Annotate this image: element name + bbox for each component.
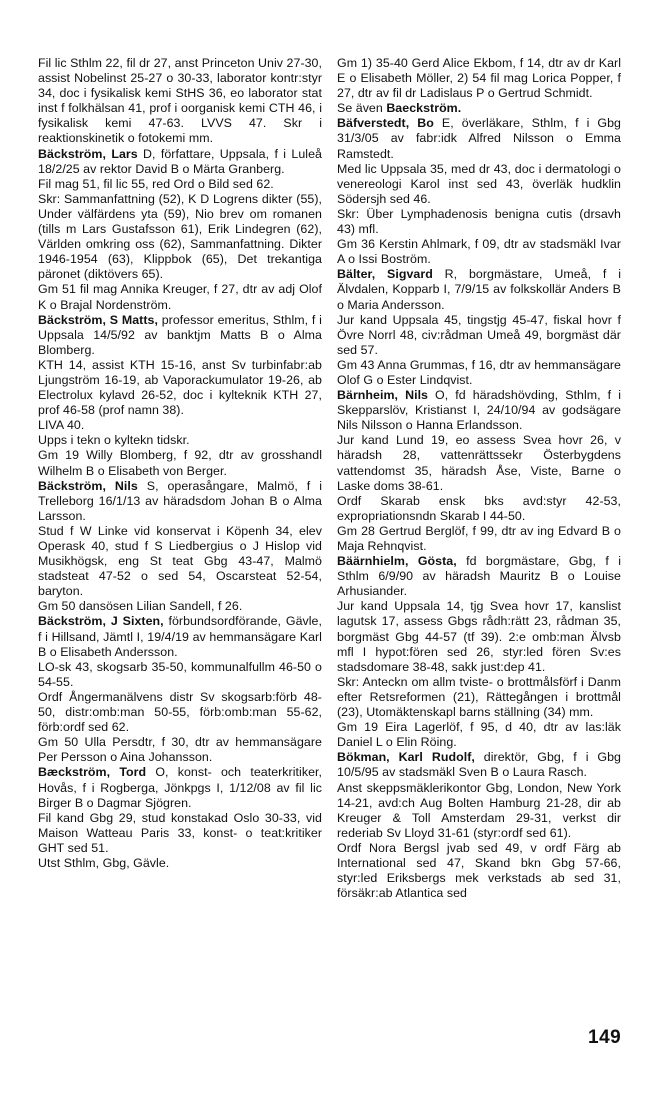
entry-text: Ordf Nora Bergsl jvab sed 49, v ordf Färg ab International sed 47, Skand bkn Gbg 57-66, styr:led Eriksbergs mek verkstads ab sed 31, försäkr:ab Atlantica sed (337, 840, 621, 901)
entry-heading-paragraph (38, 147, 322, 177)
entry-paragraph (38, 358, 322, 418)
entry-text: Jur kand Lund 19, eo assess Svea hovr 26, v häradsh 28, vattenrättssekr Österbygdens vattendomst 35, häradsh Åse, Viste, Barne o Laske doms 38-61. (337, 433, 621, 493)
entry-text: Gm 51 fil mag Annika Kreuger, f 27, dtr av adj Olof K o Brajal Nordenström. (38, 282, 322, 312)
entry-paragraph (337, 675, 621, 720)
entry-paragraph (38, 660, 322, 690)
entry-paragraph (337, 56, 621, 101)
entry-text: Gm 50 dansösen Lilian Sandell, f 26. (38, 599, 243, 614)
entry-text: Jur kand Uppsala 14, tjg Svea hovr 17, kanslist lagutsk 17, assess Gbgs rådh:rätt 23, rådman 35, borgmäst Gbg 44-57 (tf 39). 2:e omb:man Älvsb mfl I hypot:fören sed 26, styr:led fören Sv:es stadsdomare 38-48, sakk just:dep 41. (337, 599, 621, 674)
entry-text: Ordf Ångermanälvens distr Sv skogsarb:förb 48-50, distr:omb:man 50-55, förb:omb:man 55-62, förb:ordf sed 62. (38, 689, 322, 735)
entry-text: O, konst- och teaterkritiker, Hovås, f i Rogberga, Jönkpgs I, 1/12/08 av fil lic Birger B o Dagmar Sjögren. (38, 765, 322, 810)
entry-text: R, borgmästare, Umeå, f i Älvdalen, Kopparb I, 7/9/15 av folkskollär Anders B o Maria Andersson. (337, 267, 621, 312)
entry-paragraph (38, 735, 322, 765)
entry-paragraph (337, 101, 621, 116)
entry-paragraph (337, 599, 621, 674)
entry-paragraph (337, 207, 621, 237)
entry-text: O, fd häradshövding, Sthlm, f i Skepparslöv, Kristianst I, 24/10/94 av godsägare Nils Nilsson o Hanna Erlandsson. (337, 388, 621, 433)
entry-heading-paragraph (337, 267, 621, 312)
entry-text: LO-sk 43, skogsarb 35-50, kommunalfullm 46-50 o 54-55. (38, 659, 322, 689)
entry-text: Skr: Anteckn om allm tviste- o brottmålsförf i Danm efter Retsreformen (21), Rättegången i brottmål (23), Utomäktenskapl barns ställning (34) mm. (337, 674, 621, 720)
entry-text: Ordf Skarab ensk bks avd:styr 42-53, expropriationsndn Skarab I 44-50. (337, 493, 621, 523)
entry-heading-paragraph (337, 750, 621, 780)
entry-text: Fil mag 51, fil lic 55, red Ord o Bild sed 62. (38, 176, 274, 191)
entry-text: Jur kand Uppsala 45, tingstjg 45-47, fiskal hovr f Övre Norrl 48, civ:rådman Umeå 49, borgmäst där sed 57. (337, 312, 621, 357)
entry-text: Gm 36 Kerstin Ahlmark, f 09, dtr av stadsmäkl Ivar A o Issi Boström. (337, 237, 621, 267)
entry-heading-paragraph (38, 479, 322, 524)
entry-text: Gm 1) 35-40 Gerd Alice Ekbom, f 14, dtr av dr Karl E o Elisabeth Möller, 2) 54 fil mag Lorica Popper, f 27, dtr av fil dr Ladislaus P o Gertrud Schmidt. (337, 56, 621, 101)
entry-paragraph (38, 282, 322, 312)
entry-heading-paragraph (38, 614, 322, 659)
cross-reference: Baeckström. (386, 101, 462, 116)
entry-text: E, överläkare, Sthlm, f i Gbg 31/3/05 av fabr:idk Alfred Nilsson o Emma Ramstedt. (337, 116, 622, 161)
person-name: Bäfverstedt, Bo (337, 116, 434, 131)
entry-text: förbundsordförande, Gävle, f i Hillsand, Jämtl I, 19/4/19 av hemmansägare Karl B o Elisabeth Andersson. (38, 614, 322, 659)
entry-text: S, operasångare, Malmö, f i Trelleborg 16/1/13 av häradsdom Johan B o Alma Larsson. (38, 478, 323, 523)
person-name: Bäckström, Nils (38, 478, 138, 493)
entry-text: professor emeritus, Sthlm, f i Uppsala 14/5/92 av banktjm Matts B o Alma Blomberg. (38, 312, 322, 357)
entry-paragraph (337, 237, 621, 267)
entry-text: Skr: Über Lymphadenosis benigna cutis (drsavh 43) mfl. (337, 206, 621, 237)
right-column (337, 56, 621, 901)
entry-paragraph (337, 162, 621, 207)
person-name: Bäärnhielm, Gösta, (337, 554, 457, 569)
entry-paragraph (38, 690, 322, 735)
entry-heading-paragraph (337, 388, 621, 433)
entry-text: Gm 28 Gertrud Berglöf, f 99, dtr av ing Edvard B o Maja Rehnqvist. (337, 523, 621, 553)
entry-paragraph (337, 781, 621, 841)
person-name: Bälter, Sigvard (337, 267, 433, 282)
entry-paragraph (337, 494, 621, 524)
entry-text: Skr: Sammanfattning (52), K D Logrens dikter (55), Under välfärdens yta (59), Nio brev om romanen (tills m Lars Gustafsson 61), Erik Lindegren (62), Världen omkring oss (62), Sammanfattning. Dikter 1946-1954 (63), Klippbok (65), Det trekantiga päronet (diktövers 65). (38, 191, 322, 282)
entry-text: Upps i tekn o kyltekn tidskr. (38, 433, 190, 448)
entry-paragraph (38, 418, 322, 433)
entry-paragraph (337, 313, 621, 358)
entry-text: fd borgmästare, Gbg, f i Sthlm 6/9/90 av häradsh Mauritz B o Louise Arhusiander. (337, 554, 622, 599)
person-name: Bäckström, S Matts, (38, 312, 158, 327)
entry-text: Gm 43 Anna Grummas, f 16, dtr av hemmansägare Olof G o Ester Lindqvist. (337, 357, 621, 387)
entry-text: Stud f W Linke vid konservat i Köpenh 34, elev Operask 40, stud f S Liedbergius o J Hislop vid Musikhögsk, eng St teat Gbg 43-47, Malmö stadsteat 47-52 o sed 54, Oscarsteat 52-54, baryton. (38, 523, 322, 599)
left-column (38, 56, 322, 871)
entry-paragraph (38, 524, 322, 599)
entry-text: Fil kand Gbg 29, stud konstakad Oslo 30-33, vid Maison Watteau Paris 33, konst- o teat:kritiker GHT sed 51. (38, 810, 322, 855)
entry-text: KTH 14, assist KTH 15-16, anst Sv turbinfabr:ab Ljungström 16-19, ab Vaporackumulator 19-26, ab Electrolux kylavd 26-52, doc i kylteknik KTH 27, prof 46-58 (prof namn 38). (38, 357, 322, 418)
entry-text: Gm 50 Ulla Persdtr, f 30, dtr av hemmansägare Per Persson o Aina Johansson. (38, 735, 322, 765)
entry-paragraph (38, 192, 322, 283)
entry-paragraph (38, 448, 322, 478)
person-name: Bärnheim, Nils (337, 388, 429, 403)
entry-paragraph (337, 358, 621, 388)
entry-paragraph (38, 433, 322, 448)
person-name: Bäckström, Lars (38, 146, 138, 161)
entry-text: D, författare, Uppsala, f i Luleå 18/2/25 av rektor David B o Märta Granberg. (38, 146, 322, 176)
entry-heading-paragraph (38, 765, 322, 810)
entry-text: Gm 19 Willy Blomberg, f 92, dtr av grosshandl Wilhelm B o Elisabeth von Berger. (38, 448, 322, 478)
entry-paragraph (38, 811, 322, 856)
person-name: Bæckström, Tord (38, 765, 147, 780)
entry-text: Med lic Uppsala 35, med dr 43, doc i dermatologi o venereologi Karol inst sed 43, överläk hudklin Södersjh sed 46. (337, 161, 621, 206)
entry-text: direktör, Gbg, f i Gbg 10/5/95 av stadsmäkl Sven B o Laura Rasch. (337, 750, 621, 780)
entry-text: LIVA 40. (38, 418, 85, 433)
entry-text: Se även Baeckström. (337, 101, 462, 116)
entry-text: Gm 19 Eira Lagerlöf, f 95, d 40, dtr av las:läk Daniel L o Elin Röing. (337, 720, 621, 750)
entry-paragraph (38, 56, 322, 147)
entry-paragraph (337, 524, 621, 554)
person-name: Bökman, Karl Rudolf, (337, 750, 475, 765)
entry-paragraph (337, 433, 621, 493)
entry-heading-paragraph (337, 554, 621, 599)
entry-text: Anst skeppsmäklerikontor Gbg, London, New York 14-21, avd:ch Aug Bolten Hamburg 21-28, dir ab Kreuger & Toll Amsterdam 29-31, verkst dir rederiab Sv Lloyd 31-61 (styr:ordf sed 61). (337, 780, 621, 840)
page-number: 149 (588, 1027, 622, 1048)
entry-text: Fil lic Sthlm 22, fil dr 27, anst Princeton Univ 27-30, assist Nobelinst 25-27 o 30-33, laborator kontr:styr 34, doc i fysikalisk kemi StHS 36, eo laborator stat inst f folkhälsan 41, prof i oorganisk kemi CTH 46, i fysikalisk kemi 47-63. LVVS 47. Skr i reaktionskinetik o fotokemi mm. (38, 56, 322, 146)
entry-heading-paragraph (38, 313, 322, 358)
person-name: Bäckström, J Sixten, (38, 614, 164, 629)
entry-heading-paragraph (337, 116, 621, 161)
entry-paragraph (38, 856, 322, 871)
entry-paragraph (337, 841, 621, 901)
entry-paragraph (38, 599, 322, 614)
entry-paragraph (38, 177, 322, 192)
entry-paragraph (337, 720, 621, 750)
entry-text: Utst Sthlm, Gbg, Gävle. (38, 855, 170, 870)
